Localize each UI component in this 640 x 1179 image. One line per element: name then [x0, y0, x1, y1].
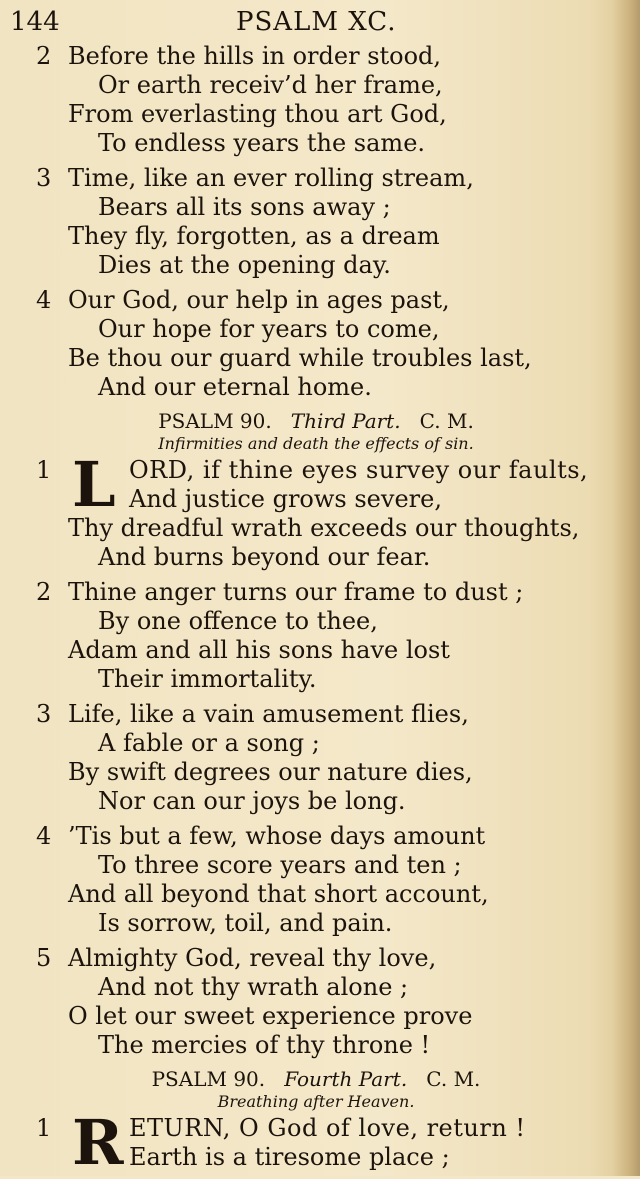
stanza-number: 4 — [36, 822, 52, 850]
verse-line: And all beyond that short account, — [68, 880, 489, 908]
page-header — [10, 6, 610, 38]
verse-line: Or earth receiv’d her frame, — [98, 71, 443, 99]
stanza-number: 4 — [36, 286, 52, 314]
verse-line: And our eternal home. — [98, 373, 372, 401]
verse-line: Is sorrow, toil, and pain. — [98, 909, 393, 937]
heading-psalm: PSALM 90. — [158, 409, 272, 433]
verse-line: Before the hills in order stood, — [68, 42, 442, 70]
heading-psalm: PSALM 90. — [151, 1067, 266, 1091]
page-number: 144 — [10, 7, 60, 37]
verse-line: And justice grows severe, — [129, 485, 442, 513]
stanza-number: 2 — [36, 578, 52, 606]
drop-cap: L — [72, 448, 116, 521]
verse-line: Time, like an ever rolling stream, — [68, 164, 474, 192]
verse-line: Earth is a tiresome place ; — [129, 1143, 450, 1171]
verse-line-text: ORD, if thine eyes survey our faults, — [129, 456, 589, 484]
drop-cap: R — [72, 1106, 124, 1179]
heading-metre: C. M. — [419, 409, 474, 433]
verse-line: By one offence to thee, — [98, 607, 378, 635]
stanza — [36, 42, 596, 158]
stanza — [36, 1106, 596, 1179]
stanza — [36, 448, 596, 572]
verse-line: Dies at the opening day. — [98, 251, 391, 279]
stanza — [36, 286, 596, 402]
verse-line: Thy dreadful wrath exceeds our thoughts, — [68, 514, 580, 542]
verse-line: A fable or a song ; — [98, 729, 320, 757]
heading-part: Fourth Part. — [284, 1067, 408, 1091]
stanza-number: 1 — [36, 1114, 52, 1142]
verse-line: Be thou our guard while troubles last, — [68, 344, 532, 372]
hymn-text — [36, 42, 596, 1178]
verse-line: Bears all its sons away ; — [98, 193, 391, 221]
verse-line: The mercies of thy throne ! — [98, 1031, 431, 1059]
stanza — [36, 822, 596, 938]
stanza — [36, 944, 596, 1060]
stanza-number: 1 — [36, 456, 52, 484]
verse-line: And not thy wrath alone ; — [98, 973, 409, 1001]
verse-line: And burns beyond our fear. — [98, 543, 431, 571]
section-heading-fourth-part — [36, 1066, 596, 1092]
verse-line: Our hope for years to come, — [98, 315, 440, 343]
stanza-number: 2 — [36, 42, 52, 70]
stanza — [36, 164, 596, 280]
stanza-number: 3 — [36, 164, 52, 192]
verse-line: Adam and all his sons have lost — [68, 636, 450, 664]
verse-line — [36, 456, 596, 485]
verse-line: ’Tis but a few, whose days amount — [68, 822, 486, 850]
section-subject: Breathing after Heaven. — [217, 1092, 415, 1111]
running-head: PSALM XC. — [236, 7, 397, 37]
heading-metre: C. M. — [426, 1067, 481, 1091]
verse-line-text: ETURN, O God of love, return ! — [129, 1114, 526, 1142]
stanza-number: 3 — [36, 700, 52, 728]
verse-line: To three score years and ten ; — [98, 851, 462, 879]
section-heading-third-part — [36, 408, 596, 434]
verse-line: From everlasting thou art God, — [68, 100, 447, 128]
verse-line: Their immortality. — [98, 665, 317, 693]
verse-line: They fly, forgotten, as a dream — [68, 222, 440, 250]
heading-part: Third Part. — [290, 409, 401, 433]
verse-line: Nor can our joys be long. — [98, 787, 406, 815]
stanza — [36, 700, 596, 816]
verse-line: Life, like a vain amusement flies, — [68, 700, 469, 728]
verse-line: By swift degrees our nature dies, — [68, 758, 473, 786]
page-edge-shadow — [612, 0, 640, 1176]
stanza — [36, 578, 596, 694]
stanza-number: 5 — [36, 944, 52, 972]
verse-line: Thine anger turns our frame to dust ; — [68, 578, 524, 606]
section-subject: Infirmities and death the effects of sin. — [158, 434, 474, 453]
verse-line: To endless years the same. — [98, 129, 426, 157]
verse-line: O let our sweet experience prove — [68, 1002, 473, 1030]
verse-line: Our God, our help in ages past, — [68, 286, 450, 314]
verse-line: Almighty God, reveal thy love, — [68, 944, 437, 972]
